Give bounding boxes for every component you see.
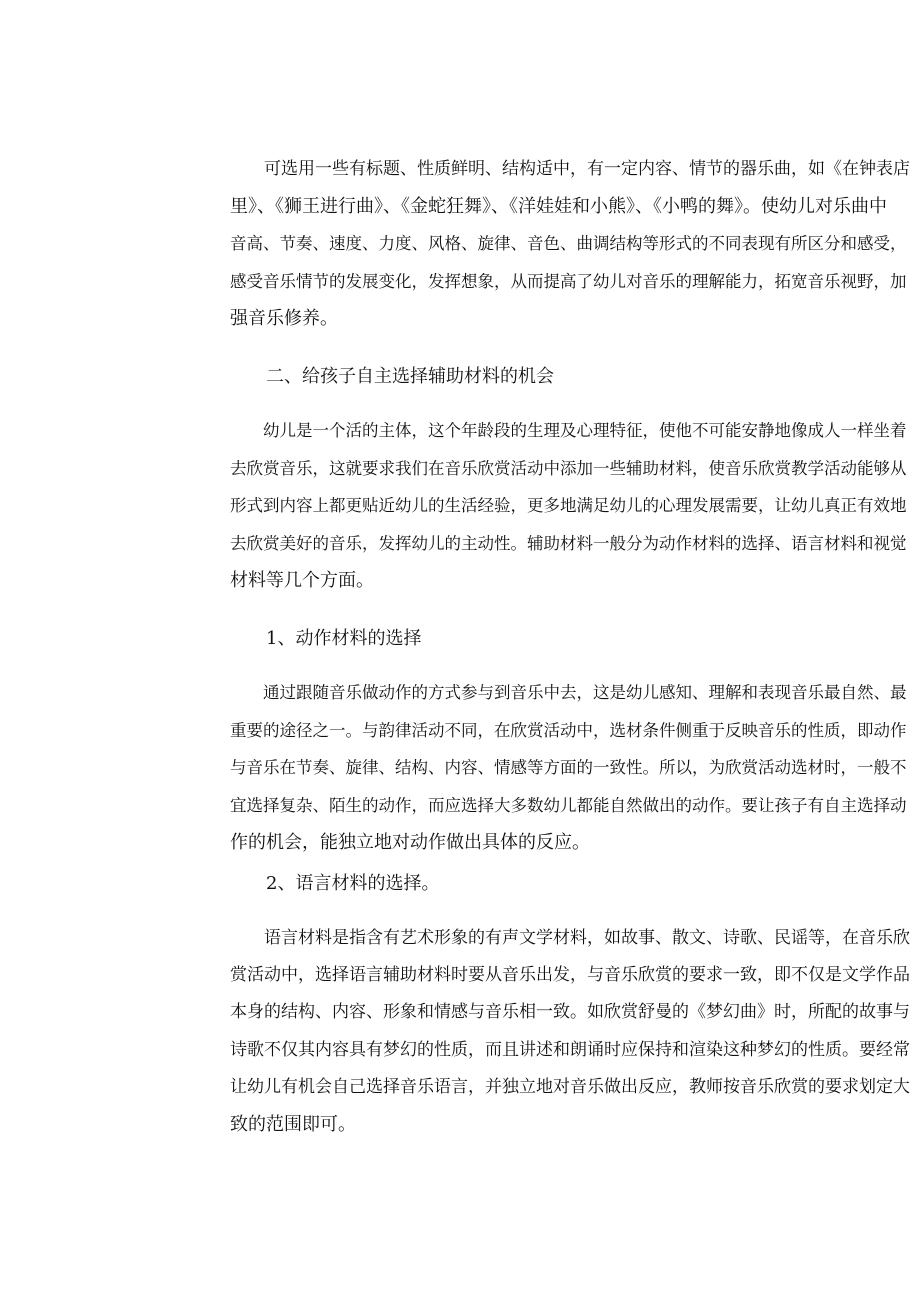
text-line: 语言材料是指含有艺术形象的有声文学材料，如故事、散文、诗歌、民谣等，在音乐欣: [230, 928, 910, 948]
text-line: 里》、《狮王进行曲》、《金蛇狂舞》、《洋娃娃和小熊》、《小鸭的舞》。使幼儿对乐曲中: [230, 196, 887, 217]
text-line: 感受音乐情节的发展变化，发挥想象，从而提高了幼儿对音乐的理解能力，拓宽音乐视野，加: [230, 272, 907, 291]
subheading-text: 1、动作材料的选择: [230, 628, 422, 649]
text-line: 去欣赏美好的音乐，发挥幼儿的主动性。辅助材料一般分为动作材料的选择、语言材料和视觉: [230, 534, 907, 553]
text-line: 致的范围即可。: [230, 1114, 356, 1135]
text-line: 诗歌不仅其内容具有梦幻的性质，而且讲述和朗诵时应保持和渲染这种梦幻的性质。要经常: [230, 1040, 910, 1060]
text-line: 本身的结构、内容、形象和情感与音乐相一致。如欣赏舒曼的《梦幻曲》时，所配的故事与: [230, 1002, 910, 1022]
text-line: 赏活动中，选择语言辅助材料时要从音乐出发，与音乐欣赏的要求一致，即不仅是文学作品: [230, 965, 910, 985]
text-line: 与音乐在节奏、旋律、结构、内容、情感等方面的一致性。所以，为欣赏活动选材时，一般不: [230, 758, 907, 777]
text-line: 让幼儿有机会自己选择音乐语言，并独立地对音乐做出反应，教师按音乐欣赏的要求划定大: [230, 1077, 910, 1097]
text-line: 形式到内容上都更贴近幼儿的生活经验，更多地满足幼儿的心理发展需要，让幼儿真正有效地: [230, 496, 907, 515]
text-line: 幼儿是一个活的主体，这个年龄段的生理及心理特征，使他不可能安静地像成人一样坐着: [230, 421, 907, 440]
text-line: 通过跟随音乐做动作的方式参与到音乐中去，这是幼儿感知、理解和表现音乐最自然、最: [230, 683, 907, 702]
text-line: 宜选择复杂、陌生的动作，而应选择大多数幼儿都能自然做出的动作。要让孩子有自主选择动: [230, 796, 907, 815]
subheading-text: 2、语言材料的选择。: [230, 873, 440, 894]
text-line: 作的机会，能独立地对动作做出具体的反应。: [230, 832, 590, 853]
text-line: 材料等几个方面。: [230, 570, 374, 591]
text-line: 强音乐修养。: [230, 308, 338, 329]
text-line: 重要的途径之一。与韵律活动不同，在欣赏活动中，选材条件侧重于反映音乐的性质，即动作: [230, 721, 907, 740]
text-line: 可选用一些有标题、性质鲜明、结构适中，有一定内容、情节的器乐曲，如《在钟表店: [230, 159, 910, 179]
text-line: 去欣赏音乐，这就要求我们在音乐欣赏活动中添加一些辅助材料，使音乐欣赏教学活动能够从: [230, 459, 907, 478]
heading-text: 二、给孩子自主选择辅助材料的机会: [230, 366, 554, 387]
text-line: 音高、节奏、速度、力度、风格、旋律、音色、曲调结构等形式的不同表现有所区分和感受，: [230, 234, 907, 253]
